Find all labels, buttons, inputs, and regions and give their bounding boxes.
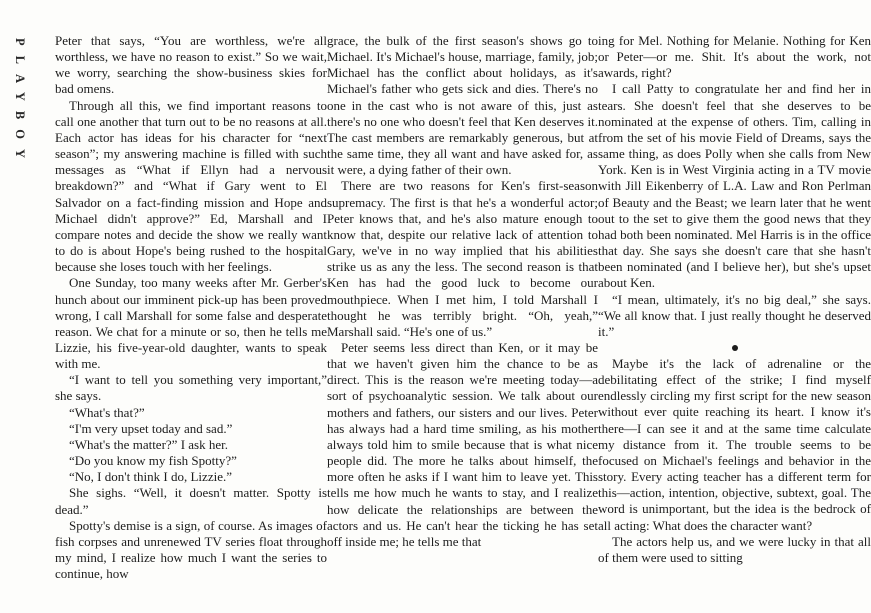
paragraph: Maybe it's the lack of adrenaline or the debilitating effect of the strike; I find myself endlessly circling my first script for the new season without ever quite reaching its heart. I know it's there—I can see it and at the same time calculate my distance from it. The trouble seems to be focused on Michael's feelings and behavior in the story. Every acting teacher has a different term for this—action, intention, objective, subtext, goal. The word is unimportant, but the idea is the bedrock of all acting: What does the character want?	[598, 355, 871, 533]
paragraph: “Do you know my fish Spotty?”	[69, 453, 237, 469]
paragraph: grace, the bulk of the first season's shows go to Michael. It's Michael's house, marriage, family, job; Michael has the conflict about holidays, as it's Michael's father who gets sick and dies. There's no one in the cast who is not aware of this, just as there's no one who doesn't feel that Ken deserves it. The cast members are remarkably generous, but at the same time, they all want and have asked for, as it were, a dying father of their own.	[327, 33, 598, 178]
paragraph: The actors help us, and we were lucky in that all of them were used to sitting	[598, 533, 871, 565]
paragraph: One Sunday, too many weeks after Mr. Gerber's hunch about our imminent pick-up has been proved wrong, I call Marshall for some false and desperate reason. We chat for a minute or so, then he tells me Lizzie, his five-year-old daughter, wants to speak with me.	[55, 275, 327, 372]
text-column-1	[55, 33, 327, 613]
paragraph: Peter that says, “You are worthless, we're all worthless, we have no reason to exist.” So we wait, we worry, searching the show-business skies for bad omens.	[55, 33, 327, 97]
paragraph: I call Patty to congratulate her and find her in tears. She doesn't feel that she deserves to be nominated at the expense of others. Tim, calling in from the set of his movie Field of Dreams, says the same thing, as does Polly when she calls from New York. Ken is in West Virginia acting in a TV movie with Jill Eikenberry of L.A. Law and Ron Perlman of Beauty and the Beast; we learn later that he went out to the set to give them the good news that they had both been nominated. Mel Harris is in the office that day. She says she doesn't care that she hasn't been nominated (and I believe her), but she's upset about Ken.	[598, 81, 871, 291]
paragraph: Peter seems less direct than Ken, or it may be that we haven't given him the chance to be as direct. This is the reason we're meeting today—a sort of psychoanalytic session. We talk about our mothers and fathers, our sisters and our lives. Peter has always had a hard time smiling, as his mother always told him to smile because that is what nice people did. The more he talks about himself, the more often he asks if I want him to leave yet. This tells me how much he wants to stay, and I realize how delicate the relationships are between the actors and us. He can't hear the ticking he has set off inside me; he tells me that	[327, 339, 598, 549]
text-column-3-part-2	[598, 356, 871, 566]
section-break-dot	[598, 340, 871, 356]
paragraph: “What's that?”	[69, 404, 145, 420]
text-column-3	[598, 33, 871, 613]
masthead-label: PLAYBOY	[13, 38, 27, 168]
paragraph: She sighs. “Well, it doesn't matter. Spotty is dead.”	[55, 485, 327, 517]
paragraph: ing for Mel. Nothing for Melanie. Nothing for Ken or Peter—or me. Shit. It's about the work, not awards, right?	[598, 33, 871, 81]
paragraph: “I mean, ultimately, it's no big deal,” she says. “We all know that. I just really thought he deserved it.”	[598, 291, 871, 339]
paragraph: “I'm very upset today and sad.”	[69, 420, 233, 436]
paragraph: Through all this, we find important reasons to call one another that turn out to be no reasons at all. Each actor has ideas for his character for “next season”; my answering machine is filled with such messages as “What if Ellyn had a nervous breakdown?” and “What if Gary went to El Salvador on a fact-finding mission and Hope and Michael didn't approve?” Ed, Marshall and I compare notes and decide the show we really want to do is about Hope's being rushed to the hospital because she loses touch with her feelings.	[55, 97, 327, 275]
paragraph: “No, I don't think I do, Lizzie.”	[69, 469, 232, 485]
paragraph: There are two reasons for Ken's first-season supremacy. The first is that he's a wonderful actor; Peter knows that, and he's also mature enough to know that, despite our relative lack of attention to Gary, we've in no way implied that his abilities strike us as any the less. The second reason is that Ken has had the good luck to become our mouthpiece. When I met him, I told Marshall I thought he was terribly bright. “Oh, yeah,” Marshall said. “He's one of us.”	[327, 178, 598, 339]
text-column-2	[327, 33, 598, 613]
text-column-3-part-1	[598, 33, 871, 340]
paragraph: “I want to tell you something very important,” she says.	[55, 372, 327, 404]
paragraph: “What's the matter?” I ask her.	[69, 436, 228, 452]
page-sidebar	[0, 0, 40, 605]
paragraph: Spotty's demise is a sign, of course. As images of fish corpses and unrenewed TV series float through my mind, I realize how much I want the series to continue, how	[55, 517, 327, 582]
